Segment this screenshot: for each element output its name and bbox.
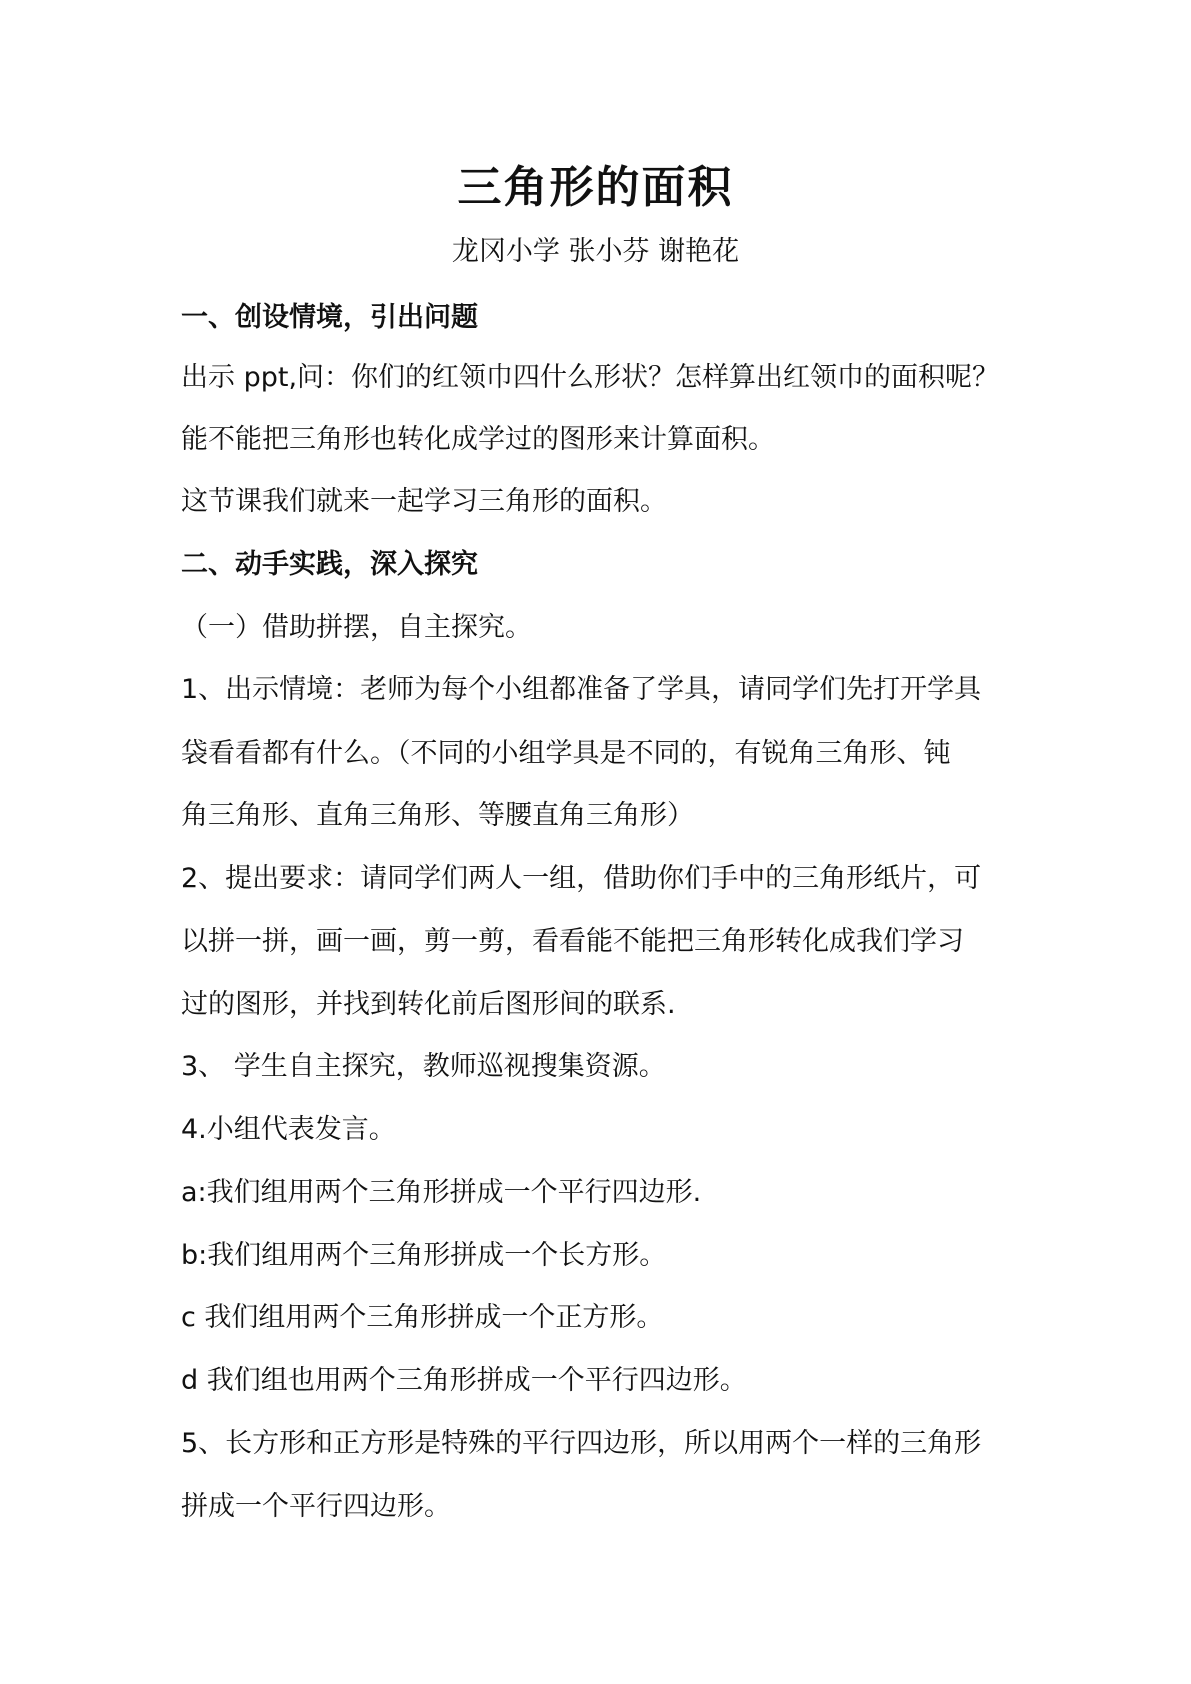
section-heading-1: 一、创设情境，引出问题: [181, 302, 478, 333]
subsection-heading: （一）借助拼摆，自主探究。: [181, 612, 532, 643]
paragraph-line: 2、提出要求：请同学们两人一组，借助你们手中的三角形纸片，可: [181, 863, 982, 894]
paragraph-line: 4.小组代表发言。: [181, 1114, 396, 1145]
document-authors: 龙冈小学 张小芬 谢艳花: [451, 236, 740, 267]
document-title: 三角形的面积: [457, 162, 734, 213]
paragraph-line: 1、出示情境：老师为每个小组都准备了学具，请同学们先打开学具: [181, 674, 982, 705]
paragraph-line: b:我们组用两个三角形拼成一个长方形。: [181, 1240, 667, 1271]
paragraph-line: 出示 ppt,问：你们的红领巾四什么形状？怎样算出红领巾的面积呢？: [181, 362, 1000, 393]
paragraph-line: 5、长方形和正方形是特殊的平行四边形，所以用两个一样的三角形: [181, 1428, 982, 1459]
paragraph-line: c 我们组用两个三角形拼成一个正方形。: [181, 1302, 664, 1333]
paragraph-line: 角三角形、直角三角形、等腰直角三角形）: [181, 800, 694, 831]
section-heading-2: 二、动手实践，深入探究: [181, 549, 478, 580]
paragraph-line: 以拼一拼，画一画，剪一剪，看看能不能把三角形转化成我们学习: [181, 926, 964, 957]
paragraph-line: 拼成一个平行四边形。: [181, 1491, 451, 1522]
paragraph-line: 能不能把三角形也转化成学过的图形来计算面积。: [181, 424, 775, 455]
paragraph-line: 这节课我们就来一起学习三角形的面积。: [181, 486, 667, 517]
paragraph-line: d 我们组也用两个三角形拼成一个平行四边形。: [181, 1365, 747, 1396]
paragraph-line: 过的图形，并找到转化前后图形间的联系.: [181, 989, 676, 1020]
paragraph-line: a:我们组用两个三角形拼成一个平行四边形.: [181, 1177, 702, 1208]
paragraph-line: 3、 学生自主探究，教师巡视搜集资源。: [181, 1051, 666, 1082]
paragraph-line: 袋看看都有什么。（不同的小组学具是不同的，有锐角三角形、钝: [181, 738, 951, 769]
